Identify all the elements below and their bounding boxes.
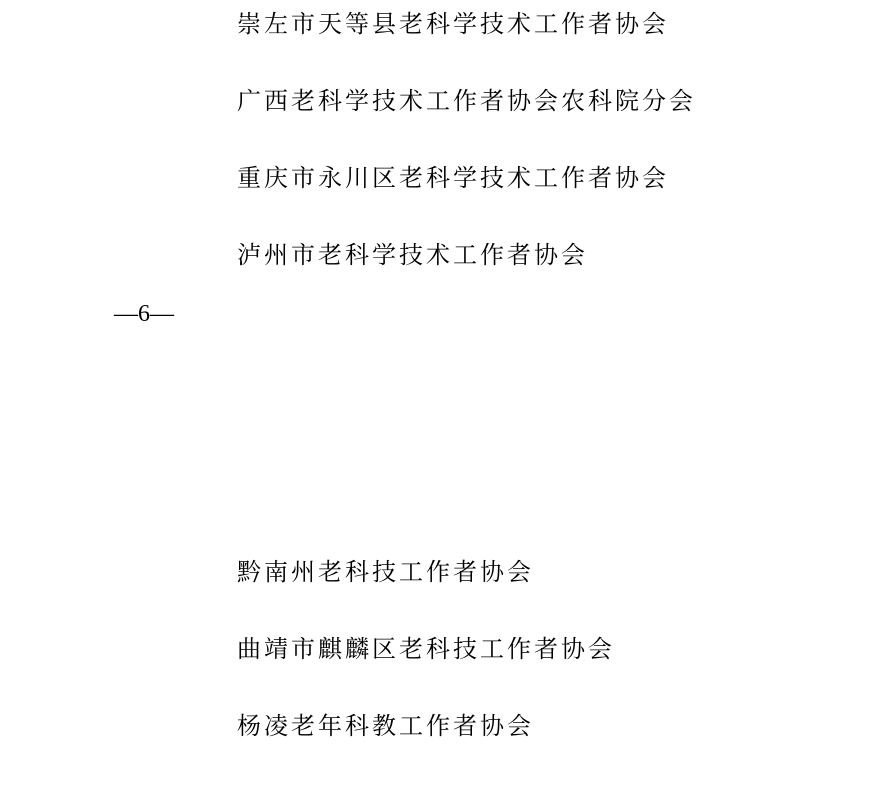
organization-name: 崇左市天等县老科学技术工作者协会 (237, 10, 669, 38)
page-break-gap (0, 360, 892, 530)
document-page-upper (0, 0, 892, 360)
organization-name: 重庆市永川区老科学技术工作者协会 (237, 164, 669, 192)
organization-list (237, 558, 615, 789)
organization-list (237, 10, 696, 318)
organization-name: 杨凌老年科教工作者协会 (237, 712, 534, 740)
organization-name: 泸州市老科学技术工作者协会 (237, 241, 588, 269)
organization-name: 广西老科学技术工作者协会农科院分会 (237, 87, 696, 115)
page-number: —6— (114, 301, 174, 327)
organization-name: 黔南州老科技工作者协会 (237, 558, 534, 586)
organization-name: 曲靖市麒麟区老科技工作者协会 (237, 635, 615, 663)
document-page-lower (0, 530, 892, 770)
